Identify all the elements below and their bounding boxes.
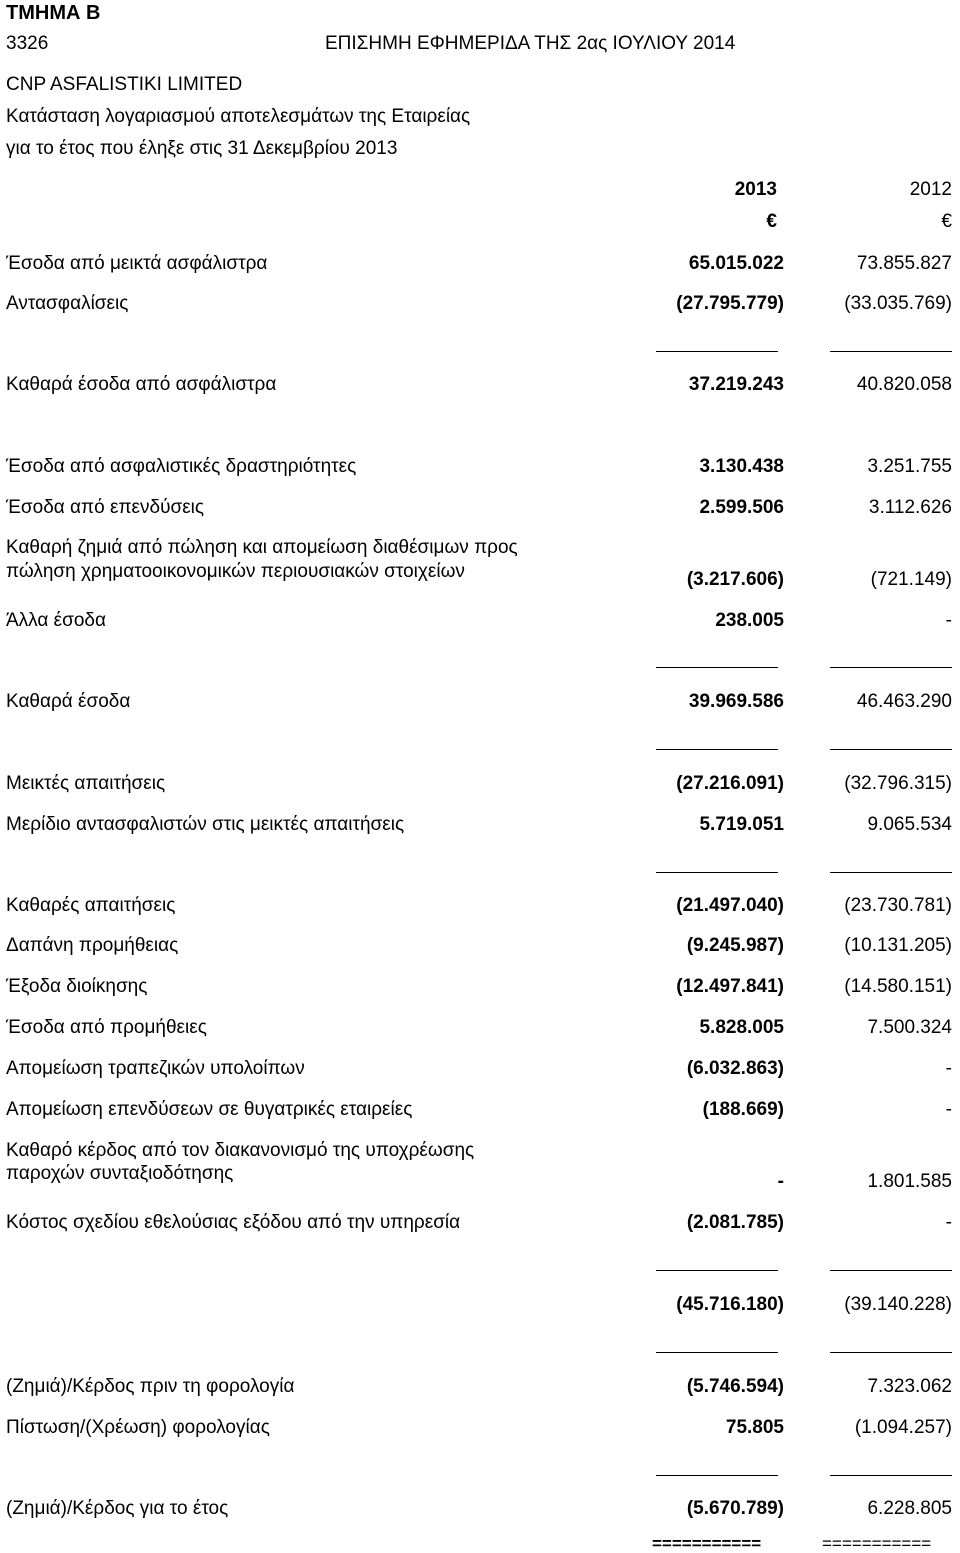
section-title: ΤΜΗΜΑ Β	[6, 2, 101, 24]
row-value-2013: (27.795.779)	[676, 293, 784, 314]
row-label: Άλλα έσοδα	[6, 610, 106, 631]
statement-title: Κατάσταση λογαριασμού αποτελεσμάτων της Εταιρείας	[6, 106, 471, 127]
row-label: Καθαρά έσοδα από ασφάλιστρα	[6, 374, 277, 395]
row-value-2012: 6.228.805	[867, 1498, 952, 1519]
gazette-title: ΕΠΙΣΗΜΗ ΕΦΗΜΕΡΙΔΑ ΤΗΣ 2ας ΙΟΥΛΙΟΥ 2014	[325, 33, 736, 54]
row-label: (Ζημιά)/Κέρδος για το έτος	[6, 1498, 229, 1519]
double-underline-2012: ===========	[822, 1534, 932, 1553]
row-value-2013: (5.746.594)	[686, 1376, 784, 1397]
row-value-2012: 73.855.827	[856, 253, 952, 274]
underline-2012	[830, 1270, 952, 1271]
column-currency-2013: €	[766, 211, 777, 232]
row-value-2013: (2.081.785)	[686, 1212, 784, 1233]
row-value-2013: (6.032.863)	[686, 1058, 784, 1079]
row-value-2013: (12.497.841)	[676, 976, 784, 997]
page-number: 3326	[6, 33, 49, 54]
row-label: Έσοδα από προμήθειες	[6, 1017, 207, 1038]
underline-2012	[830, 749, 952, 750]
row-value-2012: -	[945, 1212, 952, 1233]
row-value-2013: 5.828.005	[699, 1017, 784, 1038]
underline-2013	[656, 351, 778, 352]
subtotal-value-2013: (45.716.180)	[676, 1294, 784, 1315]
row-label: Απομείωση επενδύσεων σε θυγατρικές εταιρείες	[6, 1099, 413, 1120]
row-label: Καθαρά έσοδα	[6, 691, 131, 712]
row-value-2012: (721.149)	[870, 569, 952, 590]
row-value-2013: 37.219.243	[688, 374, 784, 395]
row-value-2012: 1.801.585	[867, 1171, 952, 1192]
column-year-2012: 2012	[909, 179, 952, 200]
underline-2012	[830, 1352, 952, 1353]
subtotal-value-2012: (39.140.228)	[844, 1294, 952, 1315]
row-label-continued: παροχών συνταξιοδότησης	[6, 1163, 234, 1184]
row-label: Πίστωση/(Χρέωση) φορολογίας	[6, 1417, 270, 1438]
row-value-2012: (1.094.257)	[854, 1417, 952, 1438]
row-value-2012: 40.820.058	[856, 374, 952, 395]
company-name: CNP ASFALISTIKI LIMITED	[6, 74, 243, 95]
row-label: Έξοδα διοίκησης	[6, 976, 148, 997]
column-currency-2012: €	[941, 211, 952, 232]
row-value-2013: 238.005	[715, 610, 784, 631]
row-value-2013: 5.719.051	[699, 814, 784, 835]
row-label: Έσοδα από ασφαλιστικές δραστηριότητες	[6, 456, 357, 477]
row-value-2012: -	[945, 1099, 952, 1120]
row-value-2013: 2.599.506	[699, 497, 784, 518]
underline-2013	[656, 1352, 778, 1353]
row-value-2013: 65.015.022	[688, 253, 784, 274]
row-value-2012: (32.796.315)	[844, 773, 952, 794]
row-value-2013: (188.669)	[702, 1099, 784, 1120]
underline-2012	[830, 351, 952, 352]
row-value-2013: (9.245.987)	[686, 935, 784, 956]
row-value-2012: -	[945, 610, 952, 631]
row-value-2012: (23.730.781)	[844, 895, 952, 916]
row-value-2012: (10.131.205)	[844, 935, 952, 956]
row-value-2012: 46.463.290	[856, 691, 952, 712]
double-underline-2013: ===========	[652, 1534, 762, 1553]
row-label: Έσοδα από μεικτά ασφάλιστρα	[6, 253, 268, 274]
row-value-2013: (5.670.789)	[686, 1498, 784, 1519]
row-value-2012: 7.323.062	[867, 1376, 952, 1397]
row-label: Απομείωση τραπεζικών υπολοίπων	[6, 1058, 305, 1079]
row-label: Καθαρό κέρδος από τον διακανονισμό της υποχρέωσης	[6, 1140, 475, 1161]
row-value-2012: -	[945, 1058, 952, 1079]
row-label: Κόστος σχεδίου εθελούσιας εξόδου από την υπηρεσία	[6, 1212, 461, 1233]
row-label: Καθαρές απαιτήσεις	[6, 895, 176, 916]
row-label: Μερίδιο αντασφαλιστών στις μεικτές απαιτήσεις	[6, 814, 405, 835]
row-label: Αντασφαλίσεις	[6, 293, 129, 314]
underline-2012	[830, 872, 952, 873]
row-value-2012: 3.251.755	[867, 456, 952, 477]
row-value-2013: (3.217.606)	[686, 569, 784, 590]
underline-2013	[656, 667, 778, 668]
row-value-2013: -	[777, 1171, 784, 1192]
row-label: Έσοδα από επενδύσεις	[6, 497, 205, 518]
row-value-2013: (21.497.040)	[676, 895, 784, 916]
row-value-2012: 7.500.324	[867, 1017, 952, 1038]
underline-2013	[656, 749, 778, 750]
underline-2013	[656, 1270, 778, 1271]
row-label: Μεικτές απαιτήσεις	[6, 773, 166, 794]
underline-2012	[830, 667, 952, 668]
row-value-2012: 3.112.626	[868, 497, 952, 518]
column-year-2013: 2013	[734, 179, 777, 200]
row-value-2012: (14.580.151)	[844, 976, 952, 997]
row-value-2012: (33.035.769)	[844, 293, 952, 314]
row-value-2013: 39.969.586	[688, 691, 784, 712]
underline-2012	[830, 1475, 952, 1476]
row-label: (Ζημιά)/Κέρδος πριν τη φορολογία	[6, 1376, 295, 1397]
row-value-2013: (27.216.091)	[676, 773, 784, 794]
row-label: Δαπάνη προμήθειας	[6, 935, 179, 956]
row-label-continued: πώληση χρηματοοικονομικών περιουσιακών στοιχείων	[6, 561, 465, 582]
row-value-2013: 75.805	[725, 1417, 784, 1438]
row-value-2013: 3.130.438	[699, 456, 784, 477]
underline-2013	[656, 1475, 778, 1476]
underline-2013	[656, 872, 778, 873]
row-label: Καθαρή ζημιά από πώληση και απομείωση διαθέσιμων προς	[6, 537, 518, 558]
row-value-2012: 9.065.534	[867, 814, 952, 835]
statement-period: για το έτος που έληξε στις 31 Δεκεμβρίου 2013	[6, 138, 398, 159]
